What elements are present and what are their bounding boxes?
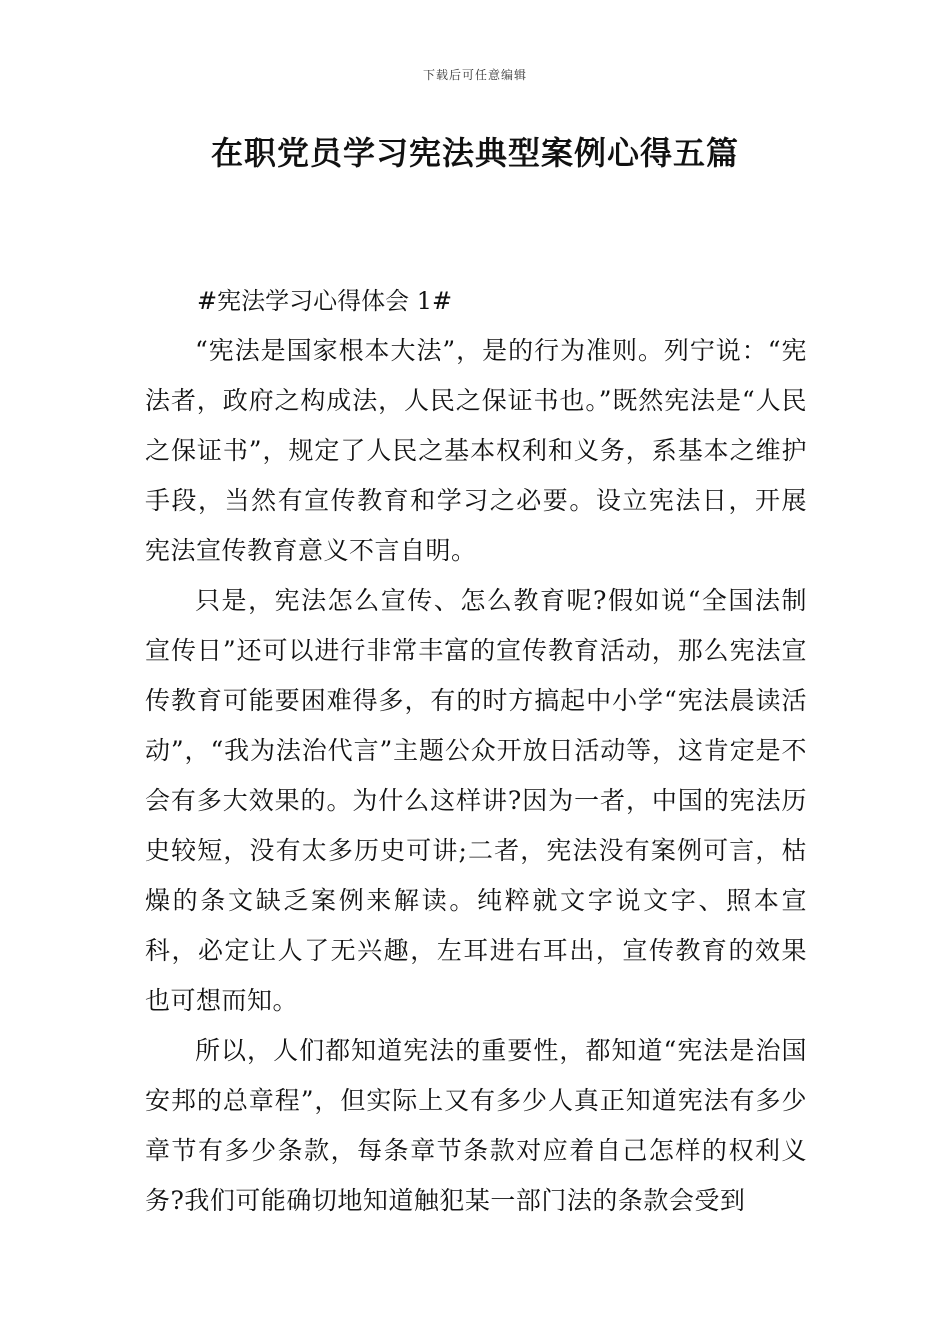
paragraph-3: 所以，人们都知道宪法的重要性，都知道“宪法是治国安邦的总章程”，但实际上又有多少人真正知道宪法有多少章节有多少条款，每条章节条款对应着自己怎样的权利义务?我们可能确切地知道触犯某一部门法的条款会受到: [145, 1036, 807, 1215]
paragraph-1: “宪法是国家根本大法”，是的行为准则。列宁说：“宪法者，政府之构成法，人民之保证书也。”既然宪法是“人民之保证书”，规定了人民之基本权利和义务，系基本之维护手段，当然有宣传教育和学习之必要。设立宪法日，开展宪法宣传教育意义不言自明。: [145, 336, 807, 565]
document-title: 在职党员学习宪法典型案例心得五篇: [210, 134, 739, 172]
header-note: 下载后可任意编辑: [422, 68, 527, 82]
paragraph-2: 只是，宪法怎么宣传、怎么教育呢?假如说“全国法制宣传日”还可以进行非常丰富的宣传教育活动，那么宪法宣传教育可能要困难得多，有的时方搞起中小学“宪法晨读活动”，“我为法治代言”主题公众开放日活动等，这肯定是不会有多大效果的。为什么这样讲?因为一者，中国的宪法历史较短，没有太多历史可讲;二者，宪法没有案例可言，枯燥的条文缺乏案例来解读。纯粹就文字说文字、照本宣科，必定让人了无兴趣，左耳进右耳出，宣传教育的效果也可想而知。: [145, 586, 807, 1015]
section-heading: #宪法学习心得体会 1#: [197, 287, 453, 315]
document-body: [145, 276, 807, 1226]
